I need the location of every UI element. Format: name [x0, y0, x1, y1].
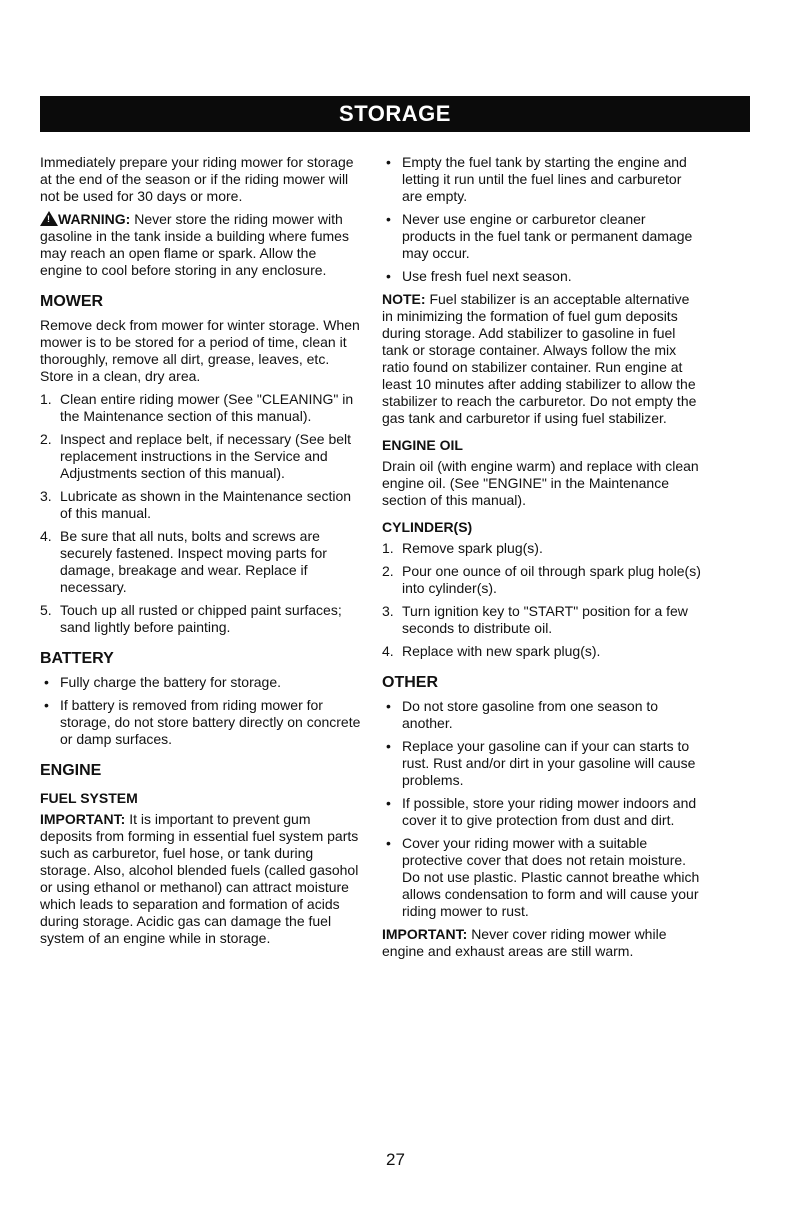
other-bullets-list — [382, 698, 702, 920]
engine-oil-heading: ENGINE OIL — [382, 437, 463, 453]
important-text: It is important to prevent gum deposits from forming in essential fuel system parts such as carburetor, fuel hose, or tank during storage. Also, alcohol blended fuels (called gasohol or using ethanol or methanol) can attract moisture which leads to separation and formation of acids during storage. Acidic gas can damage the fuel system of an engine while in storage. — [40, 811, 359, 946]
list-item: 3. Lubricate as shown in the Maintenance section of this manual. — [40, 488, 352, 521]
important-2-label: IMPORTANT: — [382, 926, 468, 942]
list-item: • Empty the fuel tank by starting the engine and letting it run until the fuel lines and carburetor are empty. — [386, 154, 687, 204]
list-item: 1. Remove spark plug(s). — [382, 540, 543, 556]
list-item: 5. Touch up all rusted or chipped paint surfaces; sand lightly before painting. — [40, 602, 342, 635]
note-paragraph — [382, 291, 702, 427]
important-2-paragraph — [382, 926, 702, 960]
warning-label: WARNING: — [58, 211, 131, 227]
list-item: 4. Be sure that all nuts, bolts and screws are securely fastened. Inspect moving parts for damage, breakage and wear. Replace if necessary. — [40, 528, 327, 595]
list-item: • Fully charge the battery for storage. — [44, 674, 281, 690]
fuel-bullets-list — [382, 154, 702, 285]
warning-text: Never store the riding mower with gasoline in the tank inside a building where fumes may reach an open flame or spark. Allow the engine to cool before storing in any enclosure. — [40, 211, 349, 278]
mower-heading: MOWER — [40, 293, 104, 310]
list-item: • If possible, store your riding mower indoors and cover it to give protection from dust and dirt. — [386, 795, 697, 828]
list-item: 2. Pour one ounce of oil through spark plug hole(s) into cylinder(s). — [382, 563, 701, 596]
note-label: NOTE: — [382, 291, 426, 307]
warning-paragraph — [40, 211, 362, 279]
mower-paragraph: Remove deck from mower for winter storage. When mower is to be stored for a period of time, clean it thoroughly, remove all dirt, grease, leaves, etc. Store in a clean, dry area. — [40, 317, 360, 384]
important-label: IMPORTANT: — [40, 811, 126, 827]
important-paragraph — [40, 811, 362, 947]
mower-steps-list — [40, 391, 362, 636]
list-item: 2. Inspect and replace belt, if necessary (See belt replacement instructions in the Service and Adjustments section of this manual). — [40, 431, 352, 481]
list-item: 4. Replace with new spark plug(s). — [382, 643, 601, 659]
page-number: 27 — [386, 1150, 405, 1169]
list-item: • Cover your riding mower with a suitable protective cover that does not retain moisture. Do not use plastic. Plastic cannot breathe which allows condensation to form and will cause your riding mower to rust. — [386, 835, 700, 919]
left-column — [40, 154, 362, 953]
list-item: • Do not store gasoline from one season to another. — [386, 698, 659, 731]
storage-banner — [40, 96, 750, 132]
list-item: • If battery is removed from riding mower for storage, do not store battery directly on concrete or damp surfaces. — [44, 697, 361, 747]
list-item: 1. Clean entire riding mower (See "CLEANING" in the Maintenance section of this manual). — [40, 391, 354, 424]
note-text: Fuel stabilizer is an acceptable alternative in minimizing the formation of fuel gum deposits during storage. Add stabilizer to gasoline in fuel tank or storage container. Always follow the mix ratio found on stabilizer container. Run engine at least 10 minutes after adding stabilizer to allow the stabilizer to reach the carburetor. Do not empty the gas tank and carburetor if using fuel stabilizer. — [382, 291, 697, 426]
cylinder-steps-list — [382, 540, 702, 660]
list-item: • Replace your gasoline can if your can starts to rust. Rust and/or dirt in your gasoline will cause problems. — [386, 738, 696, 788]
intro-paragraph: Immediately prepare your riding mower for storage at the end of the season or if the riding mower will not be used for 30 days or more. — [40, 154, 354, 204]
right-column — [382, 154, 702, 966]
other-heading: OTHER — [382, 674, 438, 691]
cylinders-heading: CYLINDER(S) — [382, 519, 473, 535]
page-title: STORAGE — [339, 101, 451, 126]
fuel-system-heading: FUEL SYSTEM — [40, 790, 138, 806]
warning-triangle-icon — [40, 211, 58, 226]
engine-heading: ENGINE — [40, 762, 102, 779]
battery-heading: BATTERY — [40, 650, 114, 667]
list-item: • Never use engine or carburetor cleaner products in the fuel tank or permanent damage may occur. — [386, 211, 693, 261]
list-item: 3. Turn ignition key to "START" position for a few seconds to distribute oil. — [382, 603, 688, 636]
important-2-text: Never cover riding mower while engine and exhaust areas are still warm. — [382, 926, 667, 959]
engine-oil-paragraph: Drain oil (with engine warm) and replace with clean engine oil. (See "ENGINE" in the Maintenance section of this manual). — [382, 458, 699, 508]
battery-bullets-list — [40, 674, 362, 748]
list-item: • Use fresh fuel next season. — [386, 268, 572, 284]
